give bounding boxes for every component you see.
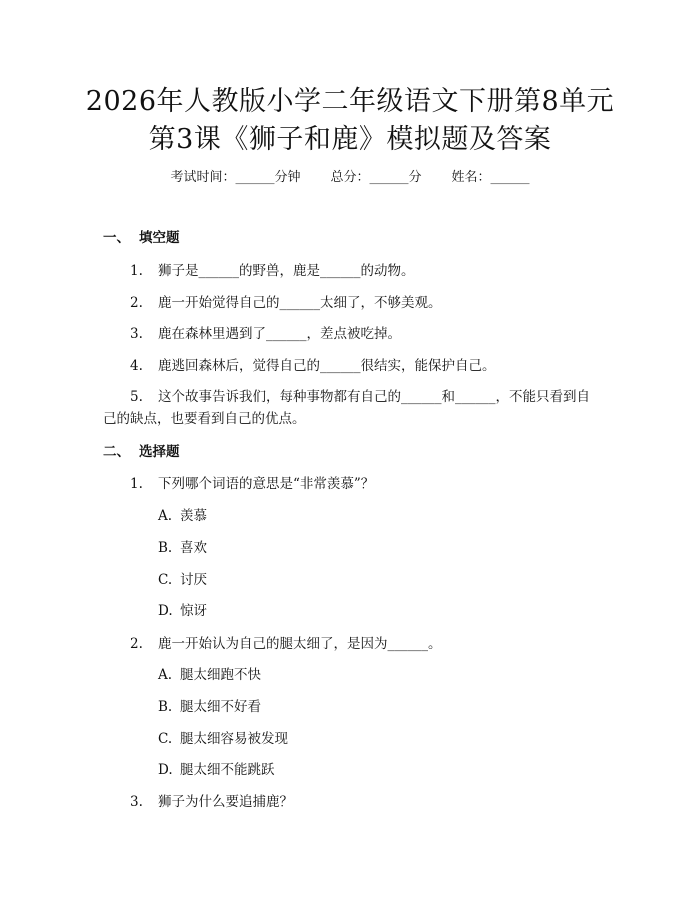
doc-title-line2: 第3课《狮子和鹿》模拟题及答案 (148, 124, 552, 155)
option-letter: C. (158, 731, 173, 747)
question-item (130, 356, 496, 376)
answer-option (158, 729, 288, 749)
exam-score: 总分：______分 (330, 170, 422, 185)
question-text: 狮子为什么要追捕鹿？ (158, 794, 293, 810)
question-number: 3. (130, 794, 143, 810)
option-letter: D. (158, 762, 173, 778)
question-number: 1. (130, 263, 143, 279)
option-text: 腿太细跑不快 (180, 667, 261, 683)
question-item (130, 634, 442, 654)
answer-option (158, 665, 261, 685)
section-heading-fill-blank (103, 228, 180, 248)
option-letter: B. (158, 699, 173, 715)
question-item (130, 792, 293, 812)
section-title: 选择题 (139, 444, 180, 460)
exam-name: 姓名：______ (451, 170, 530, 185)
option-text: 腿太细不能跳跃 (180, 762, 275, 778)
answer-option (158, 538, 207, 558)
question-text: 狮子是______的野兽，鹿是______的动物。 (158, 263, 415, 279)
answer-option (158, 570, 207, 590)
option-letter: A. (158, 667, 173, 683)
section-heading-multiple-choice (103, 442, 180, 462)
question-number: 2. (130, 636, 143, 652)
option-letter: C. (158, 572, 173, 588)
section-title: 填空题 (139, 230, 180, 246)
section-number: 一、 (103, 230, 130, 246)
option-text: 腿太细容易被发现 (180, 731, 288, 747)
section-number: 二、 (103, 444, 130, 460)
question-number: 2. (130, 295, 143, 311)
question-number: 1. (130, 476, 143, 492)
answer-option (158, 506, 207, 526)
question-text: 鹿逃回森林后，觉得自己的______很结实，能保护自己。 (158, 358, 496, 374)
option-text: 惊讶 (180, 603, 207, 619)
option-text: 讨厌 (180, 572, 207, 588)
doc-title-line1: 2026年人教版小学二年级语文下册第8单元 (85, 86, 615, 117)
option-text: 羡慕 (180, 508, 207, 524)
option-text: 腿太细不好看 (180, 699, 261, 715)
exam-meta (0, 168, 700, 188)
question-number: 4. (130, 358, 143, 374)
question-item (103, 386, 600, 430)
question-text: 这个故事告诉我们，每种事物都有自己的______和______，不能只看到自己的缺点，也要看到自己的优点。 (103, 389, 590, 427)
answer-option (158, 601, 207, 621)
question-number: 3. (130, 326, 143, 342)
question-item (130, 261, 415, 281)
question-text: 鹿一开始觉得自己的______太细了，不够美观。 (158, 295, 442, 311)
question-item (130, 324, 401, 344)
option-text: 喜欢 (180, 540, 207, 556)
question-number: 5. (130, 389, 143, 405)
question-text: 下列哪个词语的意思是“非常羡慕”？ (158, 476, 375, 492)
option-letter: B. (158, 540, 173, 556)
option-letter: D. (158, 603, 173, 619)
question-item (130, 293, 442, 313)
exam-time: 考试时间：______分钟 (170, 170, 301, 185)
question-text: 鹿一开始认为自己的腿太细了，是因为______。 (158, 636, 442, 652)
answer-option (158, 760, 275, 780)
answer-option (158, 697, 261, 717)
option-letter: A. (158, 508, 173, 524)
question-item (130, 474, 374, 494)
question-text: 鹿在森林里遇到了______，差点被吃掉。 (158, 326, 401, 342)
